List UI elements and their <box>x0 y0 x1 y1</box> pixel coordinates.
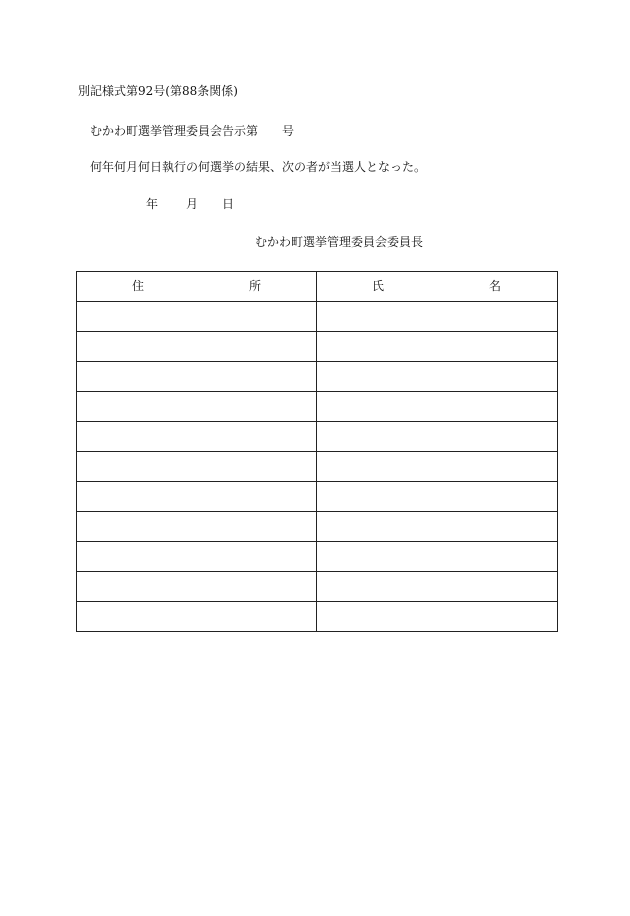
name-cell <box>317 302 558 332</box>
date-month-label: 月 <box>186 197 199 211</box>
name-cell <box>317 362 558 392</box>
table-row <box>77 542 558 572</box>
table-row <box>77 482 558 512</box>
name-header-char-1: 氏 <box>372 279 385 293</box>
address-cell <box>77 482 317 512</box>
form-label: 別記様式第92号(第88条関係) <box>78 84 238 98</box>
name-cell <box>317 392 558 422</box>
name-cell <box>317 422 558 452</box>
table-row <box>77 602 558 632</box>
address-cell <box>77 422 317 452</box>
address-cell <box>77 332 317 362</box>
column-header-name <box>317 272 558 302</box>
address-cell <box>77 392 317 422</box>
body-text: 何年何月何日執行の何選挙の結果、次の者が当選人となった。 <box>90 160 427 174</box>
name-cell <box>317 512 558 542</box>
date-day-label: 日 <box>222 197 235 211</box>
table-row <box>77 362 558 392</box>
notice-number-line: むかわ町選挙管理委員会告示第 号 <box>90 124 295 138</box>
name-cell <box>317 602 558 632</box>
table-row <box>77 452 558 482</box>
address-cell <box>77 452 317 482</box>
date-year-label: 年 <box>146 197 159 211</box>
address-cell <box>77 512 317 542</box>
name-cell <box>317 482 558 512</box>
address-header-char-1: 住 <box>132 279 145 293</box>
address-cell <box>77 362 317 392</box>
table-row <box>77 332 558 362</box>
table-header-row <box>77 272 558 302</box>
elected-persons-table <box>76 271 558 632</box>
name-cell <box>317 452 558 482</box>
address-cell <box>77 572 317 602</box>
table-row <box>77 392 558 422</box>
name-cell <box>317 572 558 602</box>
name-cell <box>317 332 558 362</box>
table-row <box>77 572 558 602</box>
table-row <box>77 512 558 542</box>
name-header-char-2: 名 <box>489 279 502 293</box>
address-cell <box>77 302 317 332</box>
name-cell <box>317 542 558 572</box>
address-cell <box>77 542 317 572</box>
table-row <box>77 422 558 452</box>
column-header-address <box>77 272 317 302</box>
address-cell <box>77 602 317 632</box>
address-header-char-2: 所 <box>249 279 262 293</box>
signer-title: むかわ町選挙管理委員会委員長 <box>255 235 424 249</box>
table-row <box>77 302 558 332</box>
